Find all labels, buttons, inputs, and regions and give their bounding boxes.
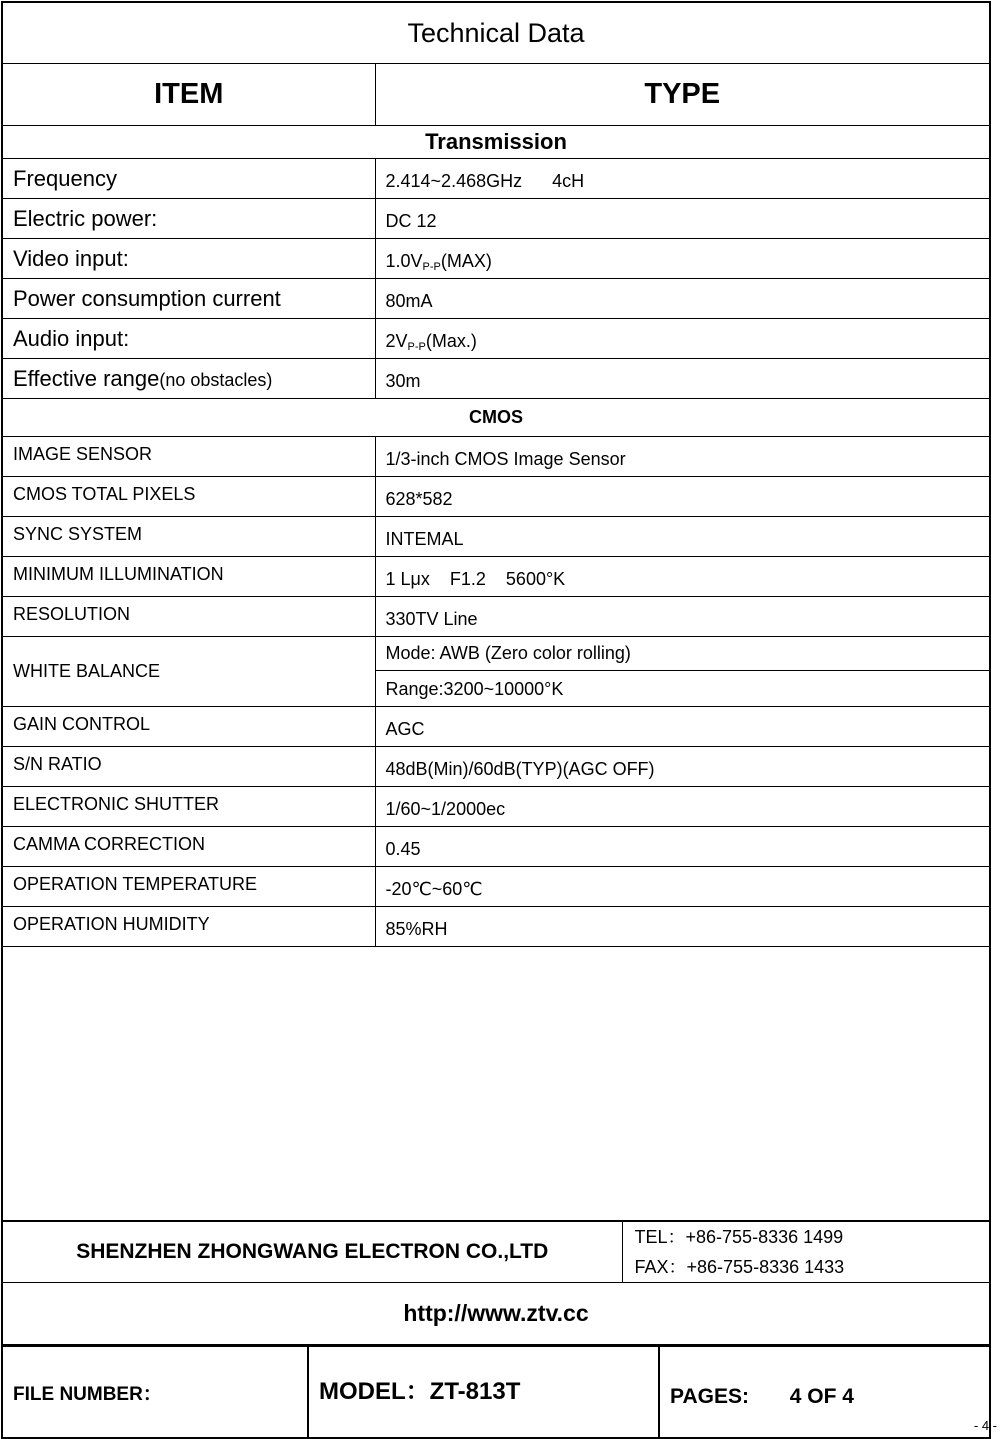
spec-label: Power consumption current — [2, 279, 375, 319]
spec-row — [2, 907, 990, 947]
spec-label: OPERATION TEMPERATURE — [2, 867, 375, 907]
footer-table — [1, 1345, 991, 1439]
spec-value: AGC — [375, 707, 990, 747]
spec-value: 628*582 — [375, 477, 990, 517]
spec-value: INTEMAL — [375, 517, 990, 557]
spec-value — [375, 319, 990, 359]
spec-value: 2.414~2.468GHz 4cH — [375, 159, 990, 199]
spec-label: Video input: — [2, 239, 375, 279]
spec-row — [2, 597, 990, 637]
company-name: SHENZHEN ZHONGWANG ELECTRON CO.,LTD — [2, 1221, 622, 1283]
value-subscript: P-P — [422, 260, 441, 273]
spec-row — [2, 359, 990, 399]
spec-label — [2, 359, 375, 399]
spec-value — [375, 239, 990, 279]
item-header: ITEM — [2, 64, 375, 126]
spec-row — [2, 747, 990, 787]
spec-label: MINIMUM ILLUMINATION — [2, 557, 375, 597]
spec-label: CAMMA CORRECTION — [2, 827, 375, 867]
spec-value: Range:3200~10000°K — [375, 671, 990, 707]
spec-label: GAIN CONTROL — [2, 707, 375, 747]
spec-label: Frequency — [2, 159, 375, 199]
value-main: 1.0V — [385, 250, 423, 271]
company-tel: TEL：+86-755-8336 1499 — [634, 1227, 844, 1247]
transmission-section-heading: Transmission — [2, 126, 990, 159]
spec-row — [2, 477, 990, 517]
spec-value: 1 Lμx F1.2 5600°K — [375, 557, 990, 597]
spec-value: Mode: AWB (Zero color rolling) — [375, 637, 990, 671]
type-header: TYPE — [375, 64, 990, 126]
company-website-link[interactable]: http://www.ztv.cc — [2, 1283, 990, 1346]
spec-row — [2, 279, 990, 319]
cmos-section-heading: CMOS — [2, 399, 990, 437]
company-fax: FAX：+86-755-8336 1433 — [634, 1257, 845, 1277]
spec-row — [2, 437, 990, 477]
spec-label: S/N RATIO — [2, 747, 375, 787]
value-main: 2V — [385, 330, 408, 351]
spec-row — [2, 239, 990, 279]
spec-value: 85%RH — [375, 907, 990, 947]
spec-row — [2, 827, 990, 867]
spec-row — [2, 517, 990, 557]
label-main: Effective range — [13, 365, 160, 391]
blank-area — [2, 947, 990, 1222]
technical-data-table — [1, 1, 991, 1222]
spec-value: -20℃~60℃ — [375, 867, 990, 907]
spec-label: IMAGE SENSOR — [2, 437, 375, 477]
technical-data-sheet — [1, 1, 989, 1439]
value-suffix: (Max.) — [425, 330, 477, 351]
spec-value: 1/60~1/2000ec — [375, 787, 990, 827]
spec-row — [2, 319, 990, 359]
page-number: - 4 - — [973, 1418, 997, 1433]
spec-label: Audio input: — [2, 319, 375, 359]
spec-row — [2, 637, 990, 671]
spec-value: 1/3-inch CMOS Image Sensor — [375, 437, 990, 477]
spec-row — [2, 557, 990, 597]
file-number: FILE NUMBER： — [2, 1346, 308, 1438]
spec-value: 0.45 — [375, 827, 990, 867]
spec-label: ELECTRONIC SHUTTER — [2, 787, 375, 827]
page-count: PAGES: 4 OF 4 — [659, 1346, 990, 1438]
spec-value: DC 12 — [375, 199, 990, 239]
label-note: (no obstacles) — [159, 369, 273, 390]
company-contact — [622, 1221, 990, 1283]
spec-row — [2, 787, 990, 827]
company-table — [1, 1220, 991, 1346]
spec-value: 80mA — [375, 279, 990, 319]
spec-label: SYNC SYSTEM — [2, 517, 375, 557]
spec-label: RESOLUTION — [2, 597, 375, 637]
spec-row — [2, 159, 990, 199]
spec-value: 30m — [375, 359, 990, 399]
document-title: Technical Data — [2, 2, 990, 64]
spec-label: OPERATION HUMIDITY — [2, 907, 375, 947]
spec-label: Electric power: — [2, 199, 375, 239]
spec-label: CMOS TOTAL PIXELS — [2, 477, 375, 517]
model-number: MODEL：ZT-813T — [308, 1346, 659, 1438]
spec-row — [2, 707, 990, 747]
spec-row — [2, 199, 990, 239]
spec-value: 48dB(Min)/60dB(TYP)(AGC OFF) — [375, 747, 990, 787]
spec-label: WHITE BALANCE — [2, 637, 375, 707]
value-suffix: (MAX) — [440, 250, 492, 271]
spec-value: 330TV Line — [375, 597, 990, 637]
value-subscript: P-P — [407, 340, 426, 353]
spec-row — [2, 867, 990, 907]
column-header-row — [2, 64, 990, 126]
